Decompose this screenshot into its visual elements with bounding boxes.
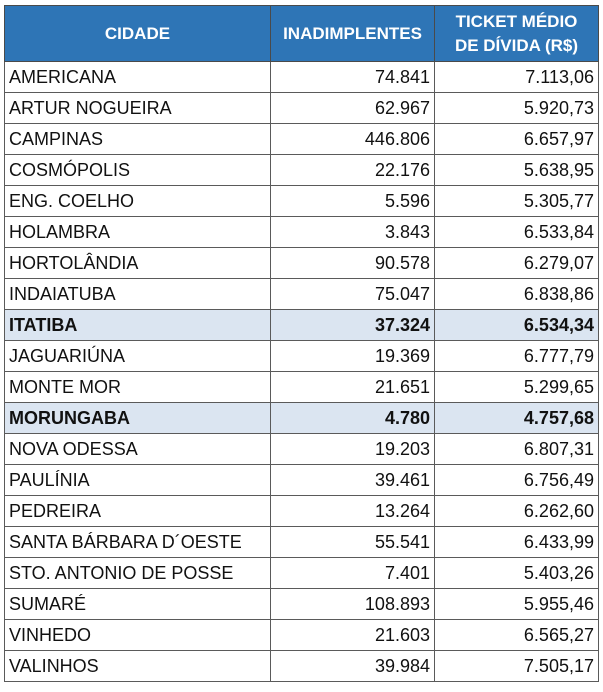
city-cell: COSMÓPOLIS [5, 155, 271, 186]
defaulters-cell: 446.806 [271, 124, 435, 155]
ticket-cell: 5.920,73 [435, 93, 599, 124]
defaulters-cell: 5.596 [271, 186, 435, 217]
table-body [5, 62, 599, 682]
ticket-cell: 5.403,26 [435, 558, 599, 589]
ticket-cell: 6.262,60 [435, 496, 599, 527]
table-row [5, 310, 599, 341]
table-row [5, 496, 599, 527]
defaulters-cell: 13.264 [271, 496, 435, 527]
table-row [5, 248, 599, 279]
table-row [5, 589, 599, 620]
defaulters-cell: 4.780 [271, 403, 435, 434]
table-row [5, 279, 599, 310]
ticket-cell: 6.657,97 [435, 124, 599, 155]
ticket-cell: 6.807,31 [435, 434, 599, 465]
defaulters-cell: 22.176 [271, 155, 435, 186]
defaulters-cell: 62.967 [271, 93, 435, 124]
defaulters-cell: 3.843 [271, 217, 435, 248]
header-row [5, 6, 599, 62]
city-cell: HORTOLÂNDIA [5, 248, 271, 279]
defaulters-cell: 39.984 [271, 651, 435, 682]
city-cell: PEDREIRA [5, 496, 271, 527]
table-row [5, 620, 599, 651]
ticket-cell: 6.756,49 [435, 465, 599, 496]
table-row [5, 651, 599, 682]
ticket-cell: 4.757,68 [435, 403, 599, 434]
city-cell: ENG. COELHO [5, 186, 271, 217]
ticket-cell: 6.565,27 [435, 620, 599, 651]
ticket-cell: 6.433,99 [435, 527, 599, 558]
ticket-cell: 5.305,77 [435, 186, 599, 217]
ticket-cell: 6.838,86 [435, 279, 599, 310]
city-cell: ITATIBA [5, 310, 271, 341]
header-ticket-line2: DE DÍVIDA (R$) [454, 35, 579, 55]
table-row [5, 341, 599, 372]
defaulters-cell: 74.841 [271, 62, 435, 93]
ticket-cell: 5.955,46 [435, 589, 599, 620]
debt-table [4, 5, 599, 682]
defaulters-cell: 21.603 [271, 620, 435, 651]
table-row [5, 434, 599, 465]
table-row [5, 124, 599, 155]
table-header [5, 6, 599, 62]
city-cell: NOVA ODESSA [5, 434, 271, 465]
city-cell: ARTUR NOGUEIRA [5, 93, 271, 124]
table-row [5, 527, 599, 558]
header-ticket [435, 6, 599, 62]
table-row [5, 465, 599, 496]
city-cell: SUMARÉ [5, 589, 271, 620]
ticket-cell: 7.505,17 [435, 651, 599, 682]
ticket-cell: 5.638,95 [435, 155, 599, 186]
ticket-cell: 6.533,84 [435, 217, 599, 248]
defaulters-cell: 75.047 [271, 279, 435, 310]
table-row [5, 93, 599, 124]
city-cell: MONTE MOR [5, 372, 271, 403]
table-row [5, 372, 599, 403]
defaulters-cell: 19.369 [271, 341, 435, 372]
ticket-cell: 5.299,65 [435, 372, 599, 403]
header-defaulters: INADIMPLENTES [271, 6, 435, 62]
city-cell: AMERICANA [5, 62, 271, 93]
city-cell: JAGUARIÚNA [5, 341, 271, 372]
defaulters-cell: 19.203 [271, 434, 435, 465]
ticket-cell: 6.534,34 [435, 310, 599, 341]
table-row [5, 186, 599, 217]
table-container [4, 5, 599, 682]
header-city: CIDADE [5, 6, 271, 62]
defaulters-cell: 21.651 [271, 372, 435, 403]
defaulters-cell: 108.893 [271, 589, 435, 620]
header-ticket-line1: TICKET MÉDIO [455, 11, 578, 31]
defaulters-cell: 7.401 [271, 558, 435, 589]
defaulters-cell: 37.324 [271, 310, 435, 341]
city-cell: PAULÍNIA [5, 465, 271, 496]
city-cell: VALINHOS [5, 651, 271, 682]
city-cell: VINHEDO [5, 620, 271, 651]
city-cell: INDAIATUBA [5, 279, 271, 310]
defaulters-cell: 55.541 [271, 527, 435, 558]
city-cell: CAMPINAS [5, 124, 271, 155]
defaulters-cell: 39.461 [271, 465, 435, 496]
table-row [5, 155, 599, 186]
table-row [5, 558, 599, 589]
city-cell: STO. ANTONIO DE POSSE [5, 558, 271, 589]
ticket-cell: 6.777,79 [435, 341, 599, 372]
table-row [5, 62, 599, 93]
ticket-cell: 6.279,07 [435, 248, 599, 279]
city-cell: HOLAMBRA [5, 217, 271, 248]
ticket-cell: 7.113,06 [435, 62, 599, 93]
table-row [5, 403, 599, 434]
table-row [5, 217, 599, 248]
defaulters-cell: 90.578 [271, 248, 435, 279]
city-cell: SANTA BÁRBARA D´OESTE [5, 527, 271, 558]
city-cell: MORUNGABA [5, 403, 271, 434]
